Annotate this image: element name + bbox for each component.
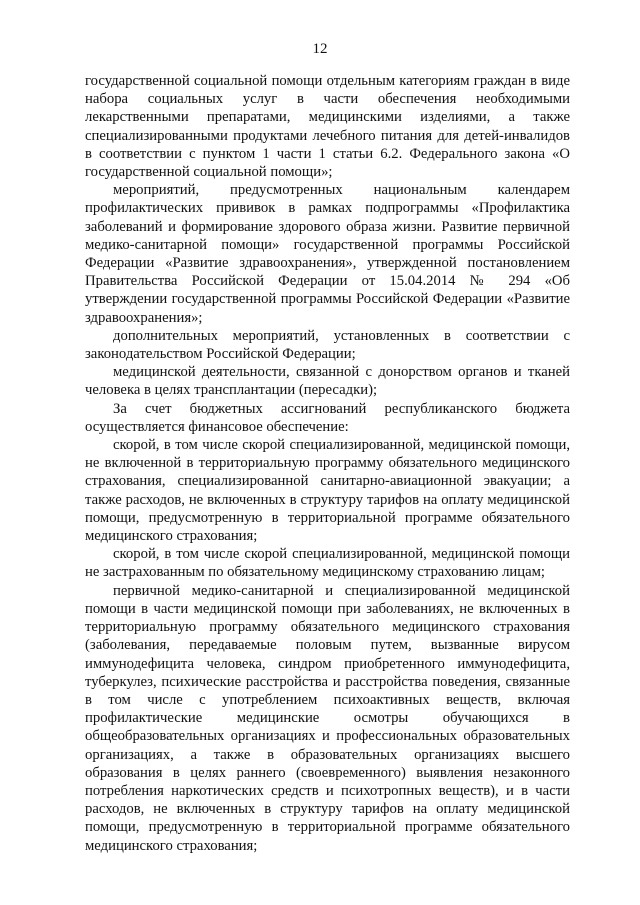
paragraph-8: первичной медико-санитарной и специализированной медицинской помощи в части медицинской помощи при заболеваниях, не включенных в территориальную программу обязательного медицинского страхования (заболевания, передаваемые половым путем, вызванные вирусом иммунодефицита человека, синдром приобретенного иммунодефицита, туберкулез, психические расстройства и расстройства поведения, связанные в том числе с употреблением психоактивных веществ, включая профилактические медицинские осмотры обучающихся в общеобразовательных организациях и профессиональных образовательных организациях, а также в образовательных организациях высшего образования в целях раннего (своевременного) выявления незаконного потребления наркотических средств и психотропных веществ), и в части расходов, не включенных в структуру тарифов на оплату медицинской помощи, предусмотренную в территориальной программе обязательного медицинского страхования;	[85, 582, 570, 854]
page-number: 12	[312, 41, 328, 57]
paragraph-7: скорой, в том числе скорой специализированной, медицинской помощи не застрахованным по обязательному медицинскому страхованию лицам;	[85, 546, 570, 581]
paragraph-3: дополнительных мероприятий, установленных в соответствии с законодательством Российской Федерации;	[85, 327, 570, 363]
paragraph-4: медицинской деятельности, связанной с донорством органов и тканей человека в целях трансплантации (пересадки);	[85, 364, 570, 399]
document-body	[85, 72, 570, 855]
paragraph-2: мероприятий, предусмотренных национальным календарем профилактических прививок в рамках подпрограммы «Профилактика заболеваний и формирование здорового образа жизни. Развитие первичной медико-санитарной помощи» государственной программы Российской Федерации «Развитие здравоохранения», утвержденной постановлением Правительства Российской Федерации от 15.04.2014 № 294 «Об утверждении государственной программы Российской Федерации «Развитие здравоохранения»;	[85, 182, 570, 326]
paragraph-5: За счет бюджетных ассигнований республиканского бюджета осуществляется финансовое обеспечение:	[85, 400, 570, 435]
paragraph-1: государственной социальной помощи отдельным категориям граждан в виде набора социальных услуг в части обеспечения необходимыми лекарственными препаратами, медицинскими изделиями, а также специализированными продуктами лечебного питания для детей-инвалидов в соответствии с пунктом 1 части 1 статьи 6.2. Федерального закона «О государственной социальной помощи»;	[85, 73, 570, 181]
paragraph-6: скорой, в том числе скорой специализированной, медицинской помощи, не включенной в территориальную программу обязательного медицинского страхования, специализированной санитарно-авиационной эвакуации; а также расходов, не включенных в структуру тарифов на оплату медицинской помощи, предусмотренную в территориальной программе обязательного медицинского страхования;	[85, 437, 570, 545]
